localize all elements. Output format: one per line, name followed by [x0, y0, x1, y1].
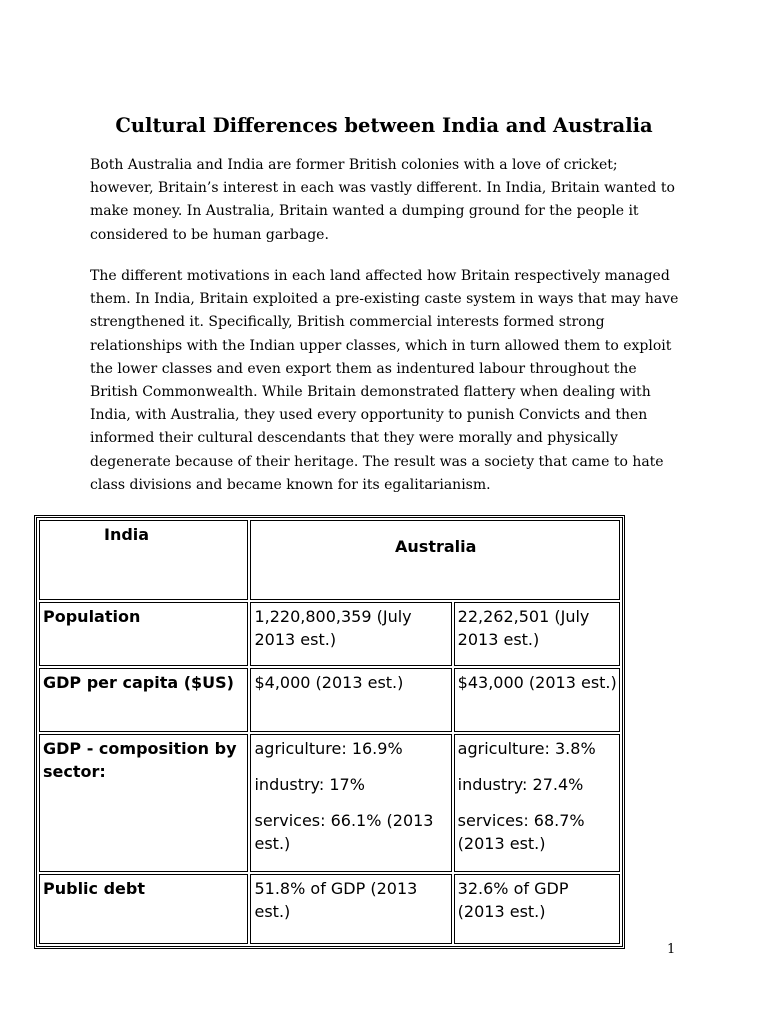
- row-label-public-debt: Public debt: [39, 874, 248, 944]
- paragraph-intro: Both Australia and India are former British colonies with a love of cricket; however, Britain’s interest in each was vastly different. In India, Britain wanted to make money. In Australia, Britain wanted a dumping ground for the people it considered to be human garbage.: [90, 157, 675, 243]
- cell-population-australia: 22,262,501 (July 2013 est.): [454, 602, 620, 666]
- cell-public-debt-australia: 32.6% of GDP (2013 est.): [454, 874, 620, 944]
- row-label-gdp-per-capita: GDP per capita ($US): [39, 668, 248, 732]
- india-industry: industry: 17%: [254, 775, 365, 794]
- india-agriculture: agriculture: 16.9%: [254, 739, 403, 758]
- paragraph-motivations: The different motivations in each land affected how Britain respectively managed them. In India, Britain exploited a pre-existing caste system in ways that may have strengthened it. Specifically, British commercial interests formed strong relationships with the Indian upper classes, which in turn allowed them to exploit the lower classes and even export them as indentured labour throughout the British Commonwealth. While Britain demonstrated flattery when dealing with India, with Australia, they used every opportunity to punish Convicts and then informed their cultural descendants that they were morally and physically degenerate because of their heritage. The result was a society that came to hate class divisions and became known for its egalitarianism.: [90, 268, 679, 493]
- header-australia: Australia: [250, 520, 620, 600]
- australia-industry: industry: 27.4%: [457, 775, 584, 794]
- row-label-gdp-composition: GDP - composition by sector:: [39, 734, 248, 872]
- cell-gdp-composition-australia: [454, 734, 620, 872]
- australia-services: services: 68.7% (2013 est.): [457, 811, 585, 853]
- table-row-public-debt: [39, 874, 620, 944]
- australia-agriculture: agriculture: 3.8%: [457, 739, 596, 758]
- table-row-population: [39, 602, 620, 666]
- india-services: services: 66.1% (2013 est.): [254, 811, 434, 853]
- cell-public-debt-india: 51.8% of GDP (2013 est.): [250, 874, 451, 944]
- page-title: Cultural Differences between India and Australia: [115, 114, 653, 137]
- cell-gdp-composition-india: [250, 734, 451, 872]
- header-india: India: [39, 520, 248, 600]
- comparison-table: [34, 515, 625, 949]
- table-row-gdp-per-capita: [39, 668, 620, 732]
- table-header-row: [39, 520, 620, 600]
- row-label-population: Population: [39, 602, 248, 666]
- table-row-gdp-composition: [39, 734, 620, 872]
- cell-gdp-per-capita-australia: $43,000 (2013 est.): [454, 668, 620, 732]
- cell-gdp-per-capita-india: $4,000 (2013 est.): [250, 668, 451, 732]
- page-number: 1: [667, 942, 676, 957]
- cell-population-india: 1,220,800,359 (July 2013 est.): [250, 602, 451, 666]
